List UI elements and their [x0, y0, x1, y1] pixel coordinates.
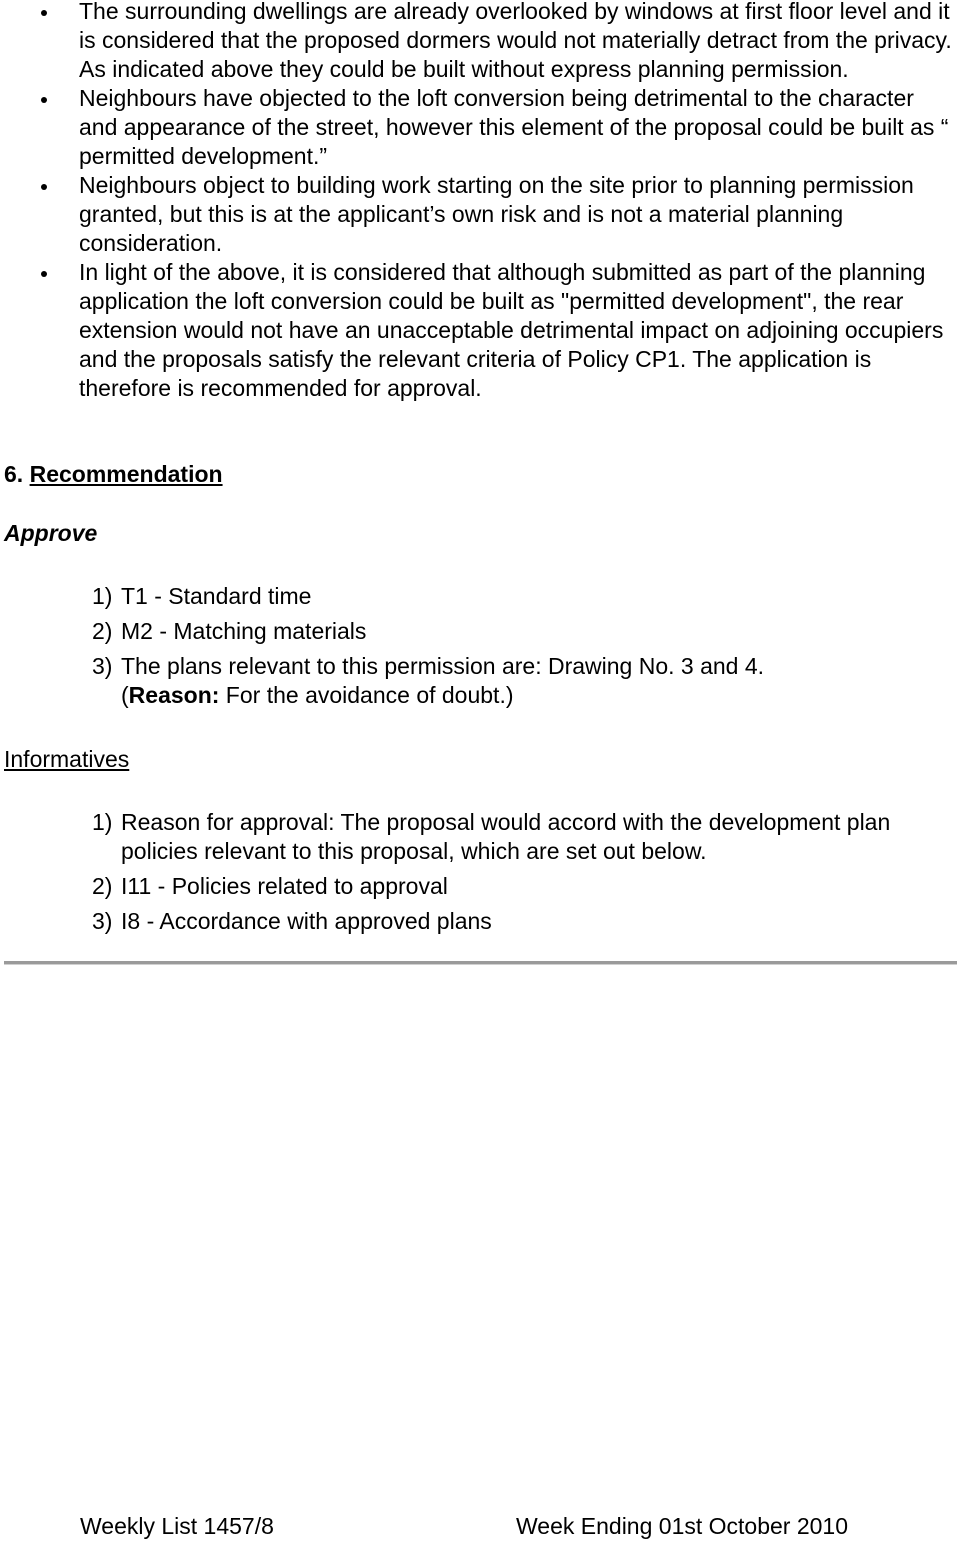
bullet-icon: [41, 184, 47, 190]
condition-number: 2): [92, 618, 113, 644]
informatives-list: [92, 808, 932, 942]
section-number: 6.: [4, 461, 30, 487]
recommendation-heading: [4, 460, 223, 489]
assessment-bullet-list: [0, 0, 960, 403]
conditions-list: [92, 582, 932, 716]
condition-item: [92, 582, 932, 611]
section-divider: [4, 961, 957, 964]
informative-number: 2): [92, 873, 113, 899]
reason-open-paren: (: [121, 682, 129, 708]
bullet-item: [0, 0, 960, 84]
informative-item: [92, 808, 932, 866]
bullet-item: [0, 84, 960, 171]
bullet-icon: [41, 10, 47, 16]
bullet-icon: [41, 271, 47, 277]
section-title: Recommendation: [29, 461, 223, 487]
informatives-heading: Informatives: [4, 746, 130, 772]
informative-item: [92, 872, 932, 901]
condition-number: 1): [92, 583, 113, 609]
bullet-item: [0, 258, 960, 403]
informative-text: I8 - Accordance with approved plans: [121, 908, 492, 934]
reason-label: Reason:: [128, 682, 220, 708]
condition-text: The plans relevant to this permission are: Drawing No. 3 and 4.: [121, 653, 765, 679]
condition-text: T1 - Standard time: [121, 583, 312, 609]
condition-text: M2 - Matching materials: [121, 618, 367, 644]
decision-label: Approve: [4, 520, 98, 546]
informative-text: I11 - Policies related to approval: [121, 873, 448, 899]
condition-item: [92, 617, 932, 646]
bullet-item: [0, 171, 960, 258]
footer-weekly-list: Weekly List 1457/8: [80, 1513, 274, 1539]
informative-text: Reason for approval: The proposal would accord with the development plan policies relevant to this proposal, which are set out below.: [121, 809, 891, 864]
bullet-icon: [41, 97, 47, 103]
reason-text: For the avoidance of doubt.): [219, 682, 514, 708]
condition-item: [92, 652, 932, 710]
condition-number: 3): [92, 653, 113, 679]
bullet-text: In light of the above, it is considered that although submitted as part of the planning application the loft conversion could be built as "permitted development", the rear extension would not have an unacceptable detrimental impact on adjoining occupiers and the proposals satisfy the relevant criteria of Policy CP1. The application is therefore is recommended for approval.: [79, 259, 944, 401]
footer-week-ending: Week Ending 01st October 2010: [516, 1513, 849, 1539]
bullet-text: Neighbours have objected to the loft conversion being detrimental to the character and appearance of the street, however this element of the proposal could be built as “ permitted development.”: [79, 85, 949, 169]
bullet-text: The surrounding dwellings are already overlooked by windows at first floor level and it is considered that the proposed dormers would not materially detract from the privacy. As indicated above they could be built without express planning permission.: [79, 0, 952, 82]
informative-number: 1): [92, 809, 113, 835]
bullet-text: Neighbours object to building work starting on the site prior to planning permission granted, but this is at the applicant’s own risk and is not a material planning consideration.: [79, 172, 914, 256]
informative-number: 3): [92, 908, 113, 934]
informative-item: [92, 907, 932, 936]
